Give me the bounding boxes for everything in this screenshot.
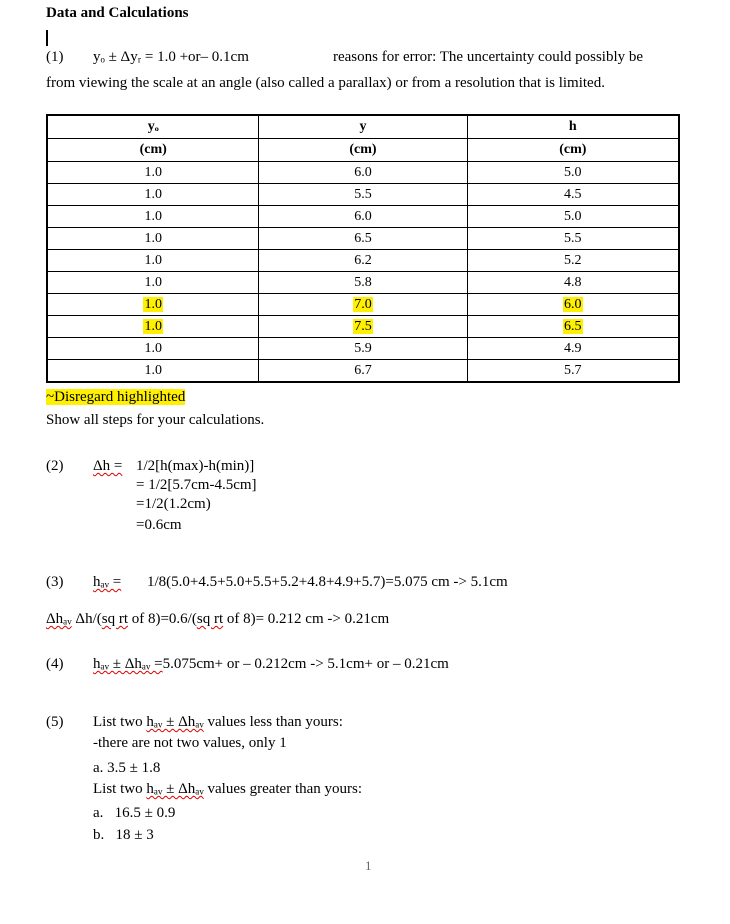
table-cell-value: 5.2 bbox=[564, 252, 582, 268]
table-row bbox=[47, 272, 679, 294]
table-cell-value: 5.0 bbox=[564, 208, 582, 224]
table-row bbox=[47, 206, 679, 228]
item-3-number: (3) bbox=[46, 574, 64, 590]
item-3-uncertainty-lhs: Δhₐᵥ bbox=[46, 611, 72, 627]
item-3-lhs-text: hₐᵥ = bbox=[93, 574, 122, 590]
table-cell-value: 1.0 bbox=[144, 164, 162, 180]
table-cell-value: 6.7 bbox=[354, 362, 372, 378]
table-cell-h bbox=[467, 184, 679, 206]
header-y-unit: (cm) bbox=[259, 139, 467, 162]
item-3-sqrt-2: sq rt bbox=[196, 611, 224, 627]
table-cell-yo bbox=[47, 250, 259, 272]
item-3-uncertainty-rhs-a: Δh/( bbox=[75, 611, 102, 627]
table-cell-y bbox=[259, 294, 467, 316]
page-number: 1 bbox=[365, 858, 372, 873]
item-3-uncertainty-rhs-c: of 8)= 0.212 cm -> 0.21cm bbox=[223, 611, 390, 627]
table-cell-y bbox=[259, 272, 467, 294]
table-cell-value: 1.0 bbox=[144, 296, 162, 312]
item-2-number: (2) bbox=[46, 458, 64, 474]
table-cell-yo bbox=[47, 184, 259, 206]
item-5-greater-b: b. 18 ± 3 bbox=[93, 827, 154, 843]
table-cell-y bbox=[259, 228, 467, 250]
item-4-lhs: hₐᵥ ± Δhₐᵥ = bbox=[93, 656, 163, 672]
item-5-line-2: -there are not two values, only 1 bbox=[93, 735, 287, 751]
table-row bbox=[47, 184, 679, 206]
item-5-line-1-pre: List two bbox=[93, 714, 147, 730]
item-4-rhs: 5.075cm+ or – 0.212cm -> 5.1cm+ or – 0.21cm bbox=[162, 656, 449, 672]
table-cell-value: 4.5 bbox=[564, 186, 582, 202]
item-5-line-3 bbox=[93, 781, 362, 798]
table-cell-value: 5.5 bbox=[354, 186, 372, 202]
table-cell-yo bbox=[47, 206, 259, 228]
table-cell-value: 1.0 bbox=[144, 252, 162, 268]
table-cell-yo bbox=[47, 228, 259, 250]
table-cell-value: 1.0 bbox=[144, 362, 162, 378]
item-5-greater-a: a. 16.5 ± 0.9 bbox=[93, 805, 176, 821]
table-cell-h bbox=[467, 272, 679, 294]
show-steps-instruction: Show all steps for your calculations. bbox=[46, 412, 265, 428]
item-2-line-4: =0.6cm bbox=[136, 517, 182, 533]
table-cell-y bbox=[259, 250, 467, 272]
table-cell-value: 4.8 bbox=[564, 274, 582, 290]
item-1-formula: yₒ ± Δyᵣ = 1.0 +or– 0.1cm bbox=[93, 49, 249, 65]
table-cell-h bbox=[467, 228, 679, 250]
item-3-uncertainty bbox=[46, 611, 389, 628]
table-header-units bbox=[47, 139, 679, 162]
header-h-symbol: h bbox=[467, 115, 679, 139]
table-cell-yo bbox=[47, 316, 259, 338]
table-row bbox=[47, 338, 679, 360]
table-cell-y bbox=[259, 206, 467, 228]
table-cell-yo bbox=[47, 360, 259, 383]
table-cell-value: 1.0 bbox=[144, 318, 162, 334]
item-2-lhs-text: Δh = bbox=[93, 458, 123, 474]
table-cell-value: 4.9 bbox=[564, 340, 582, 356]
table-cell-y bbox=[259, 338, 467, 360]
data-table bbox=[46, 114, 680, 383]
item-5-number: (5) bbox=[46, 714, 64, 730]
table-cell-value: 5.0 bbox=[564, 164, 582, 180]
item-5-line-1 bbox=[93, 714, 343, 731]
table-cell-value: 7.5 bbox=[354, 318, 372, 334]
item-1-reason-continued: from viewing the scale at an angle (also called a parallax) or from a resolution that is limited. bbox=[46, 75, 605, 91]
table-header-symbols bbox=[47, 115, 679, 139]
table-cell-y bbox=[259, 184, 467, 206]
table-cell-y bbox=[259, 360, 467, 383]
disregard-note-text: ~Disregard highlighted bbox=[46, 389, 186, 405]
item-2-line-2: = 1/2[5.7cm-4.5cm] bbox=[136, 477, 257, 493]
table-cell-value: 7.0 bbox=[354, 296, 372, 312]
item-5-line-1-post: values less than yours: bbox=[203, 714, 343, 730]
item-2-line-3: =1/2(1.2cm) bbox=[136, 496, 211, 512]
table-cell-value: 5.5 bbox=[564, 230, 582, 246]
table-row bbox=[47, 228, 679, 250]
item-3-sqrt-1: sq rt bbox=[101, 611, 128, 627]
header-yo-unit: (cm) bbox=[47, 139, 259, 162]
table-cell-value: 5.7 bbox=[564, 362, 582, 378]
table-cell-value: 6.0 bbox=[564, 296, 582, 312]
item-1-reason: reasons for error: The uncertainty could possibly be bbox=[333, 49, 644, 65]
table-cell-h bbox=[467, 316, 679, 338]
table-cell-h bbox=[467, 206, 679, 228]
table-row bbox=[47, 162, 679, 184]
text-cursor bbox=[46, 30, 48, 46]
item-2-line-1: 1/2[h(max)-h(min)] bbox=[136, 458, 255, 474]
item-4-number: (4) bbox=[46, 656, 64, 672]
section-heading: Data and Calculations bbox=[46, 5, 189, 21]
item-2-lhs bbox=[93, 458, 122, 475]
table-cell-value: 1.0 bbox=[144, 274, 162, 290]
item-1-number: (1) bbox=[46, 49, 64, 65]
item-5-line-3-pre: List two bbox=[93, 781, 147, 797]
item-5-line-3-post: values greater than yours: bbox=[203, 781, 363, 797]
table-body bbox=[47, 162, 679, 383]
item-5-line-1-symbol: hₐᵥ ± Δhₐᵥ bbox=[146, 714, 204, 730]
table-cell-value: 6.5 bbox=[564, 318, 582, 334]
disregard-note bbox=[46, 389, 185, 406]
table-cell-value: 1.0 bbox=[144, 340, 162, 356]
table-row bbox=[47, 360, 679, 383]
table-cell-h bbox=[467, 250, 679, 272]
table-cell-value: 5.9 bbox=[354, 340, 372, 356]
header-yo-symbol: yₒ bbox=[47, 115, 259, 139]
table-cell-value: 1.0 bbox=[144, 230, 162, 246]
table-cell-value: 1.0 bbox=[144, 186, 162, 202]
table-cell-yo bbox=[47, 294, 259, 316]
table-cell-h bbox=[467, 360, 679, 383]
table-cell-h bbox=[467, 294, 679, 316]
table-row bbox=[47, 294, 679, 316]
table-cell-y bbox=[259, 162, 467, 184]
table-cell-value: 6.0 bbox=[354, 164, 372, 180]
header-h-unit: (cm) bbox=[467, 139, 679, 162]
header-y-symbol: y bbox=[259, 115, 467, 139]
item-5-less-a: a. 3.5 ± 1.8 bbox=[93, 760, 161, 776]
item-4-line bbox=[93, 656, 449, 673]
table-cell-value: 1.0 bbox=[144, 208, 162, 224]
item-3-uncertainty-rhs-b: of 8)=0.6/( bbox=[127, 611, 197, 627]
table-cell-value: 6.2 bbox=[354, 252, 372, 268]
item-3-rhs: 1/8(5.0+4.5+5.0+5.5+5.2+4.8+4.9+5.7)=5.075 cm -> 5.1cm bbox=[147, 574, 508, 590]
table-cell-yo bbox=[47, 162, 259, 184]
table-row bbox=[47, 316, 679, 338]
table-cell-y bbox=[259, 316, 467, 338]
item-5-line-3-symbol: hₐᵥ ± Δhₐᵥ bbox=[146, 781, 204, 797]
table-cell-h bbox=[467, 162, 679, 184]
table-row bbox=[47, 250, 679, 272]
item-3-lhs bbox=[93, 574, 121, 591]
table-cell-yo bbox=[47, 272, 259, 294]
table-cell-value: 6.5 bbox=[354, 230, 372, 246]
table-cell-yo bbox=[47, 338, 259, 360]
table-cell-value: 5.8 bbox=[354, 274, 372, 290]
table-cell-h bbox=[467, 338, 679, 360]
table-cell-value: 6.0 bbox=[354, 208, 372, 224]
